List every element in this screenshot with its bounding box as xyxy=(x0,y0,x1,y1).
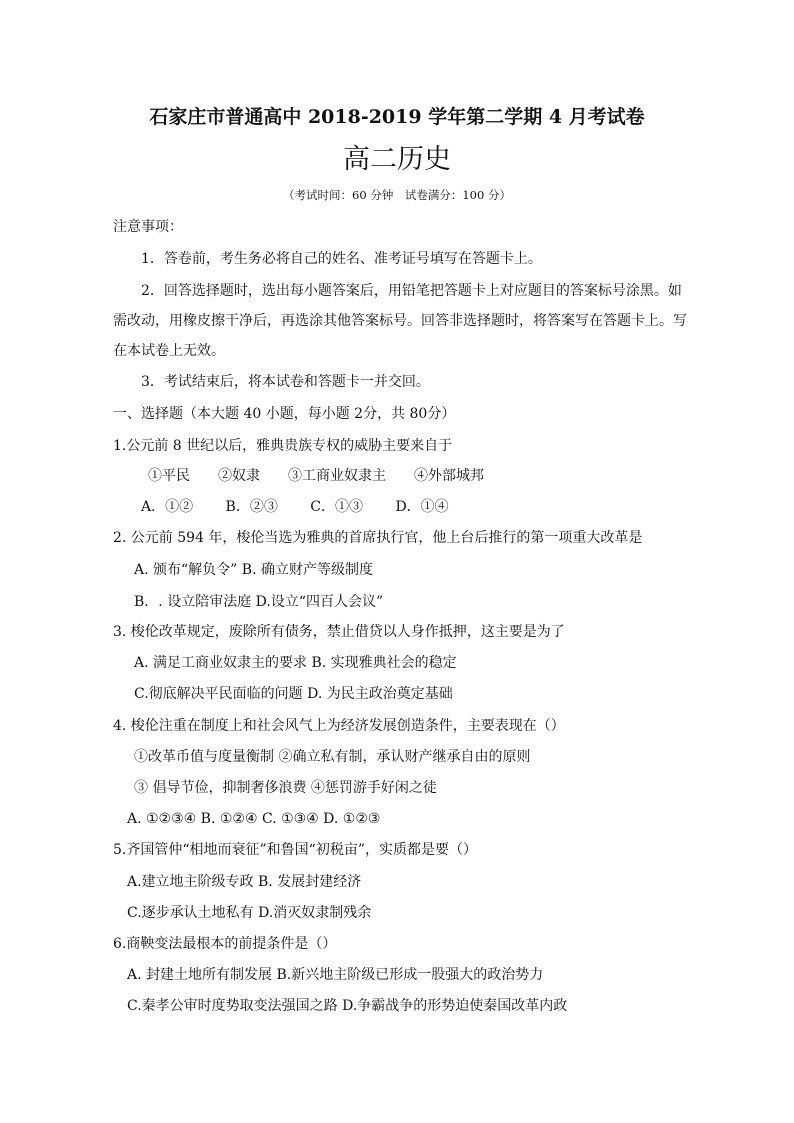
exam-time-info: （考试时间：60 分钟 试卷满分：100 分） xyxy=(283,188,511,202)
q3-options-row2: C.彻底解决平民面临的问题 D. 为民主政治奠定基础 xyxy=(134,686,453,702)
exam-subject: 高二历史 xyxy=(343,144,451,175)
q5-options-row2: C.逐步承认土地私有 D.消灭奴隶制残余 xyxy=(127,905,372,921)
q5-options-row1: A.建立地主阶级专政 B. 发展封建经济 xyxy=(127,874,362,890)
section-heading-choice: 一、选择题（本大题 40 小题，每小题 2分，共 80分） xyxy=(113,406,456,422)
q3-stem: 3. 梭伦改革规定，废除所有债务，禁止借贷以人身作抵押，这主要是为了 xyxy=(113,624,565,640)
q4-items-row2: ③ 倡导节俭，抑制奢侈浪费 ④惩罚游手好闲之徒 xyxy=(134,780,437,796)
q2-options-row2: B．. 设立陪审法庭 D.设立“四百人会议” xyxy=(134,594,384,610)
q4-stem: 4. 梭伦注重在制度上和社会风气上为经济发展创造条件，主要表现在（） xyxy=(113,718,565,734)
q1-options: A．①② B．②③ C．①③ D．①④ xyxy=(141,499,449,515)
q2-options-row1: A. 颁布“解负令” B. 确立财产等级制度 xyxy=(134,562,373,578)
q4-options: A. ①②③④ B. ①②④ C. ①③④ D. ①②③ xyxy=(127,811,381,827)
q5-stem: 5.齐国管仲“相地而衰征”和鲁国“初税亩”，实质都是要（） xyxy=(113,842,477,858)
q4-items-row1: ①改革币值与度量衡制 ②确立私有制，承认财产继承自由的原则 xyxy=(134,749,531,765)
notice-item-3: 3．考试结束后，将本试卷和答题卡一并交回。 xyxy=(141,374,430,390)
q6-stem: 6.商鞅变法最根本的前提条件是（） xyxy=(113,936,337,952)
exam-title: 石家庄市普通高中 2018-2019 学年第二学期 4 月考试卷 xyxy=(149,106,645,128)
q2-stem: 2. 公元前 594 年，梭伦当选为雅典的首席执行官，他上台后推行的第一项重大改革是 xyxy=(113,530,643,546)
notice-heading: 注意事项： xyxy=(113,219,183,235)
notice-item-1: 1．答卷前，考生务必将自己的姓名、准考证号填写在答题卡上。 xyxy=(141,251,542,267)
q1-items: ①平民 ②奴隶 ③工商业奴隶主 ④外部城邦 xyxy=(148,468,484,484)
q6-options-row1: A. 封建土地所有制发展 B.新兴地主阶级已形成一股强大的政治势力 xyxy=(127,967,544,983)
q6-options-row2: C.秦孝公审时度势取变法强国之路 D.争霸战争的形势迫使秦国改革内政 xyxy=(127,998,568,1014)
q1-stem: 1.公元前 8 世纪以后，雅典贵族专权的威胁主要来自于 xyxy=(113,438,453,454)
notice-item-2: 2．回答选择题时，选出每小题答案后，用铅笔把答题卡上对应题目的答案标号涂黑。如需改动，用橡皮擦干净后，再选涂其他答案标号。回答非选择题时，将答案写在答题卡上。写在本试卷上无效。 xyxy=(113,283,687,359)
q3-options-row1: A. 满足工商业奴隶主的要求 B. 实现雅典社会的稳定 xyxy=(134,655,457,671)
